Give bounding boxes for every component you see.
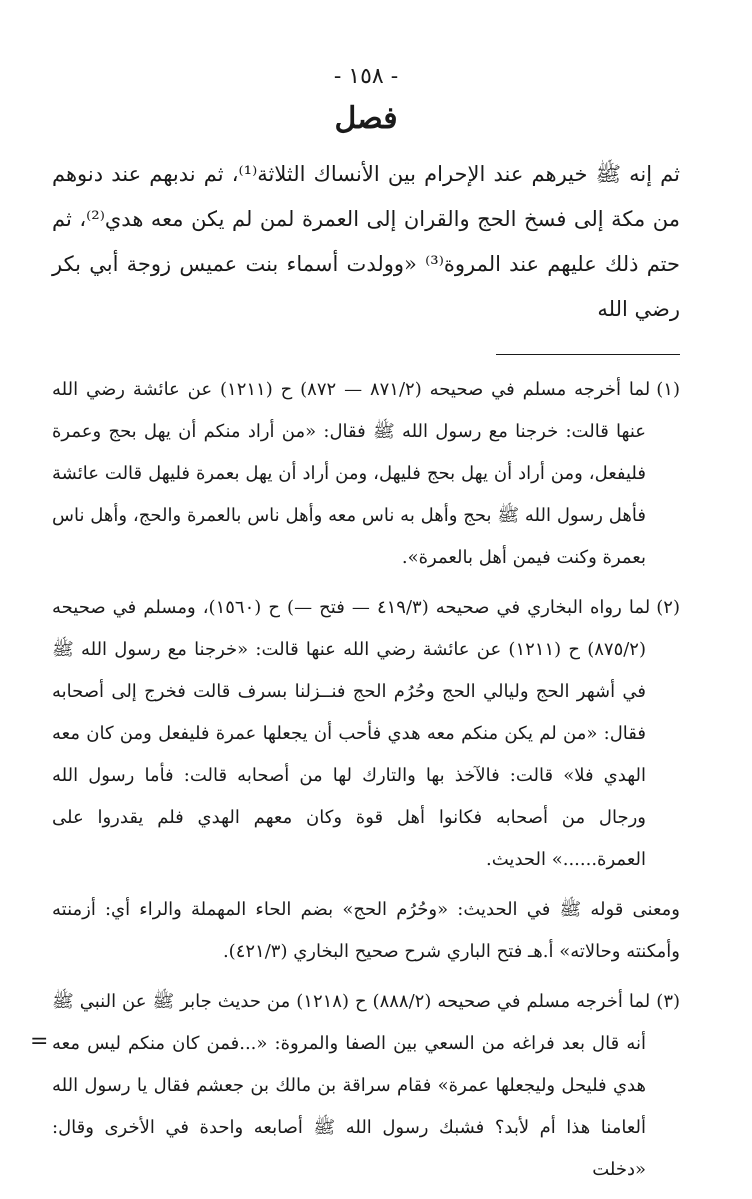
footnote-text: لما أخرجه مسلم في صحيحه (٨٨٨/٢) ح (١٢١٨) من حديث جابر ﷺ عن النبي ﷺ أنه قال بعد فراغه من السعي بين الصفا والمروة: «...فمن كان منكم ليس معه هدي فليحل وليجعلها عمرة» فقام سراقة بن مالك بن جعشم فقال يا رسول الله ألعامنا هذا أم لأبد؟ فشبك رسول الله ﷺ أصابعه واحدة في الأخرى وقال: «دخلت	[52, 991, 651, 1180]
footnote-text: لما رواه البخاري في صحيحه (٤١٩/٣ — فتح —) ح (١٥٦٠)، ومسلم في صحيحه (٨٧٥/٢) ح (١٢١١) عن عائشة رضي الله عنها قالت: «خرجنا مع رسول الله ﷺ في أشهر الحج وليالي الحج وحُرُم الحج فنــزلنا بسرف قالت فخرج إلى أصحابه فقال: «من لم يكن منكم معه هدي فأحب أن يجعلها عمرة فليفعل ومن كان معه الهدي فلا» قالت: فالآخذ بها والتارك لها من أصحابه قالت: فأما رسول الله ورجال من أصحابه فكانوا أهل قوة وكان معهم الهدي فلم يقدروا على العمرة......» الحديث.	[52, 597, 651, 870]
page-number: - ١٥٨ -	[333, 64, 399, 89]
footnote-separator	[496, 354, 680, 355]
page-content	[52, 62, 680, 1199]
footnote-number: (٢)	[656, 597, 680, 618]
body-paragraph: ثم إنه ﷺ خيرهم عند الإحرام بين الأنساك الثلاثة⁽¹⁾، ثم ندبهم عند دنوهم من مكة إلى فسخ الحج والقران إلى العمرة لمن لم يكن معه هدي⁽²⁾، ثم حتم ذلك عليهم عند المروة⁽³⁾ «وولدت أسماء بنت عميس زوجة أبي بكر رضي الله	[52, 162, 681, 321]
footnote-1	[52, 369, 680, 579]
footnote-number: (٣)	[656, 991, 681, 1012]
footnote-number: (١)	[656, 379, 680, 400]
footnote-text: ومعنى قوله ﷺ في الحديث: «وحُرُم الحج» بضم الحاء المهملة والراء أي: أزمنته وأمكنته وحالاته» أ.هـ فتح الباري شرح صحيح البخاري (٤٢١/٣).	[52, 899, 680, 962]
footnote-text: لما أخرجه مسلم في صحيحه (٨٧١/٢ — ٨٧٢) ح (١٢١١) عن عائشة رضي الله عنها قالت: خرجنا مع رسول الله ﷺ فقال: «من أراد منكم أن يهل بحج وعمرة فليفعل، ومن أراد أن يهل بحج فليهل، ومن أراد أن يهل بعمرة فليهل قالت عائشة فأهل رسول الله ﷺ بحج وأهل به ناس معه وأهل ناس بالعمرة والحج، وأهل ناس بعمرة وكنت فيمن أهل بالعمرة».	[52, 379, 651, 568]
footnote-2-note	[52, 889, 680, 973]
footnote-3	[52, 981, 680, 1191]
section-heading: فصل	[334, 101, 398, 136]
continuation-marker: =	[30, 1029, 49, 1054]
footnote-2	[52, 587, 680, 881]
footnotes	[52, 369, 680, 1191]
